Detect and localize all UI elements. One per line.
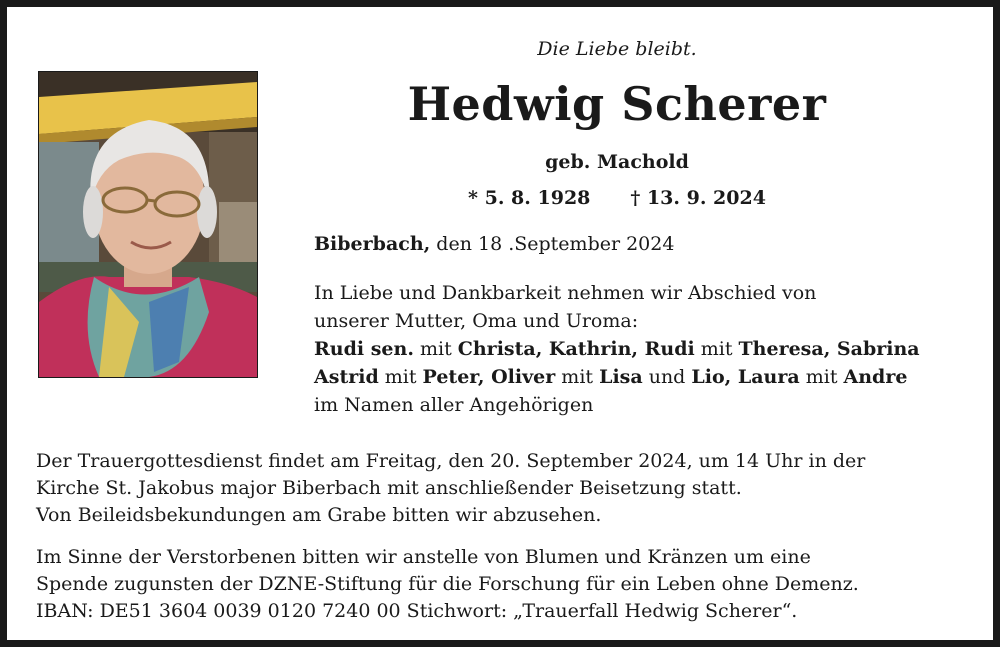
deceased-name: Hedwig Scherer [407, 77, 827, 131]
farewell-line: unserer Mutter, Oma und Uroma: [314, 310, 639, 332]
connector-text: mit [799, 366, 844, 388]
farewell-closing: im Namen aller Angehörigen [314, 394, 594, 416]
family-name: Theresa, Sabrina [738, 338, 920, 360]
motto: Die Liebe bleibt. [537, 38, 697, 60]
family-name: Astrid [314, 366, 379, 388]
donation-line: Spende zugunsten der DZNE-Stiftung für die Forschung für ein Leben ohne Demenz. [36, 573, 859, 595]
birth-date: * 5. 8. 1928 [468, 187, 591, 209]
life-dates [307, 187, 927, 209]
family-name: Lisa [599, 366, 643, 388]
birth-name: geb. Machold [545, 151, 689, 173]
family-name: Lio, Laura [691, 366, 800, 388]
connector-text: und [642, 366, 692, 388]
service-line: Kirche St. Jakobus major Biberbach mit anschließender Beisetzung statt. [36, 477, 742, 499]
connector-text: mit [378, 366, 423, 388]
family-name: Christa, Kathrin, Rudi [457, 338, 695, 360]
donation-text [36, 544, 976, 625]
family-name: Andre [843, 366, 908, 388]
death-date: † 13. 9. 2024 [630, 187, 766, 209]
connector-text: mit [413, 338, 458, 360]
family-name: Rudi sen. [314, 338, 414, 360]
family-names-line [314, 363, 964, 391]
family-names-line [314, 335, 964, 363]
family-name: Peter, Oliver [422, 366, 556, 388]
farewell-text [314, 279, 964, 419]
connector-text: mit [555, 366, 600, 388]
service-line: Der Trauergottesdienst findet am Freitag, den 20. September 2024, um 14 Uhr in der [36, 450, 866, 472]
connector-text: mit [694, 338, 739, 360]
date: den 18 .September 2024 [430, 233, 675, 255]
place-date-line [314, 233, 674, 255]
donation-line: IBAN: DE51 3604 0039 0120 7240 00 Stichwort: „Trauerfall Hedwig Scherer“. [36, 600, 798, 622]
place: Biberbach, [314, 233, 431, 255]
donation-line: Im Sinne der Verstorbenen bitten wir anstelle von Blumen und Kränzen um eine [36, 546, 811, 568]
portrait-photo [38, 71, 258, 378]
service-line: Von Beileidsbekundungen am Grabe bitten wir abzusehen. [36, 504, 602, 526]
farewell-line: In Liebe und Dankbarkeit nehmen wir Abschied von [314, 282, 817, 304]
funeral-service-text [36, 448, 976, 529]
